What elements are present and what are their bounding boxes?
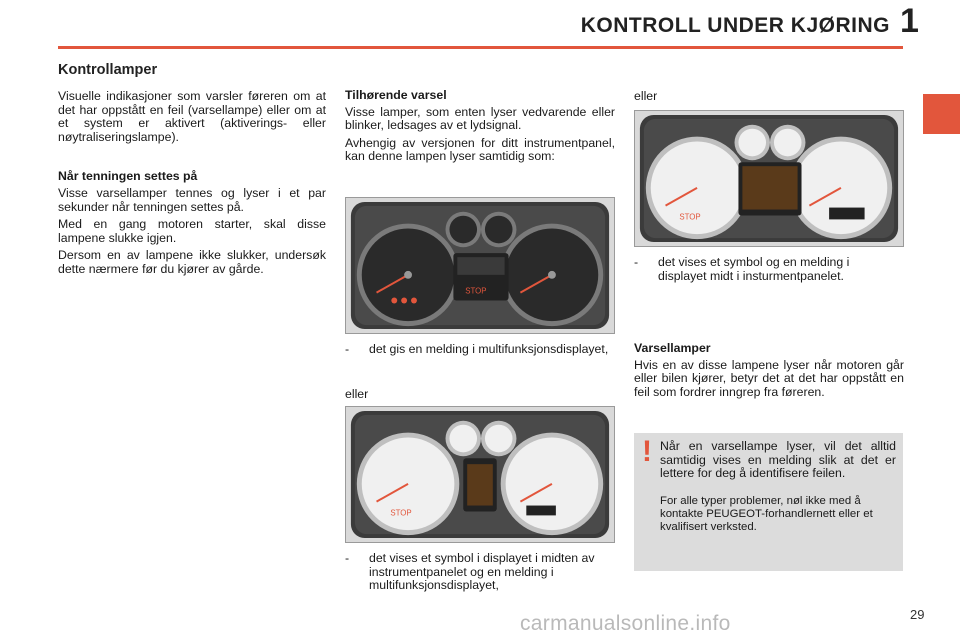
chapter-side-tab [923,94,960,134]
ignition-paragraph-3: Dersom en av lampene ikke slukker, undersøk dette nærmere før du kjører av gårde. [58,248,326,276]
eller-label-2: eller [345,387,369,401]
associated-warning-paragraph-2: Avhengig av versjonen for ditt instrumentpanel, kan denne lampen lyser samtidig som: [345,135,615,164]
instrument-panel-illustration [346,198,614,333]
intro-paragraph: Visuelle indikasjoner som varsler føreren om at det har oppstått en feil (varsellampe) eller om at et system er aktivert (aktiverings- eller nøytraliseringslampe). [58,89,326,144]
associated-warning-heading: Tilhørende varsel [345,88,447,102]
instrument-panel-image-2 [345,406,615,543]
exclamation-icon: ! [642,435,652,468]
note-box [634,433,903,571]
stop-indicator: STOP [465,286,487,296]
ignition-paragraph-1: Visse varsellamper tennes og lyser i et par sekunder når tenningen settes på. [58,185,326,214]
page-number: 29 [910,607,925,622]
warning-lamps-section [634,342,904,399]
instrument-panel-image-1 [345,197,615,334]
bullet-1-text: det gis en melding i multifunksjonsdisplayet, [369,342,609,356]
bullet-3-text: det vises et symbol og en melding i displayet midt i insturmentpanelet. [658,255,850,283]
ignition-paragraph-2: Med en gang motoren starter, skal disse lampene slukke igjen. [58,217,326,245]
instrument-panel-image-3 [634,110,904,247]
associated-warning-paragraph-1: Visse lamper, som enten lyser vedvarende eller blinker, ledsages av et lydsignal. [345,104,615,133]
stop-indicator: STOP [390,508,412,518]
section-title: Kontrollamper [58,62,158,78]
bullet-dash: - [345,342,350,356]
chapter-number: 1 [900,2,919,40]
watermark: carmanualsonline.info [520,612,731,635]
bullet-dash: - [345,551,350,565]
instrument-panel-illustration [346,407,614,542]
stop-indicator: STOP [679,212,701,222]
bullet-2-text: det vises et symbol i displayet i midten av instrumentpanelet og en melding i multifunksjonsdisplayet, [369,551,595,593]
header-rule [58,46,903,49]
note-text-2: For alle typer problemer, nøl ikke med å kontakte PEUGEOT-forhandlernett eller et kvalifisert verksted. [660,495,873,533]
warning-lamps-heading: Varsellamper [634,341,711,355]
column-2 [345,89,615,168]
eller-label-1: eller [634,89,658,103]
instrument-panel-illustration [635,111,903,246]
bullet-dash: - [634,255,639,269]
warning-lamps-paragraph: Hvis en av disse lampene lyser når motoren går eller bilen kjører, betyr det at det har oppstått en feil som fordrer inngrep fra føreren. [634,357,904,399]
ignition-heading: Når tenningen settes på [58,169,198,184]
column-1 [58,90,326,281]
page-header-title: KONTROLL UNDER KJØRING [580,14,890,37]
note-text-1: Når en varsellampe lyser, vil det alltid samtidig vises en melding slik at det er lettere for deg å identifisere feilen. [660,439,896,481]
